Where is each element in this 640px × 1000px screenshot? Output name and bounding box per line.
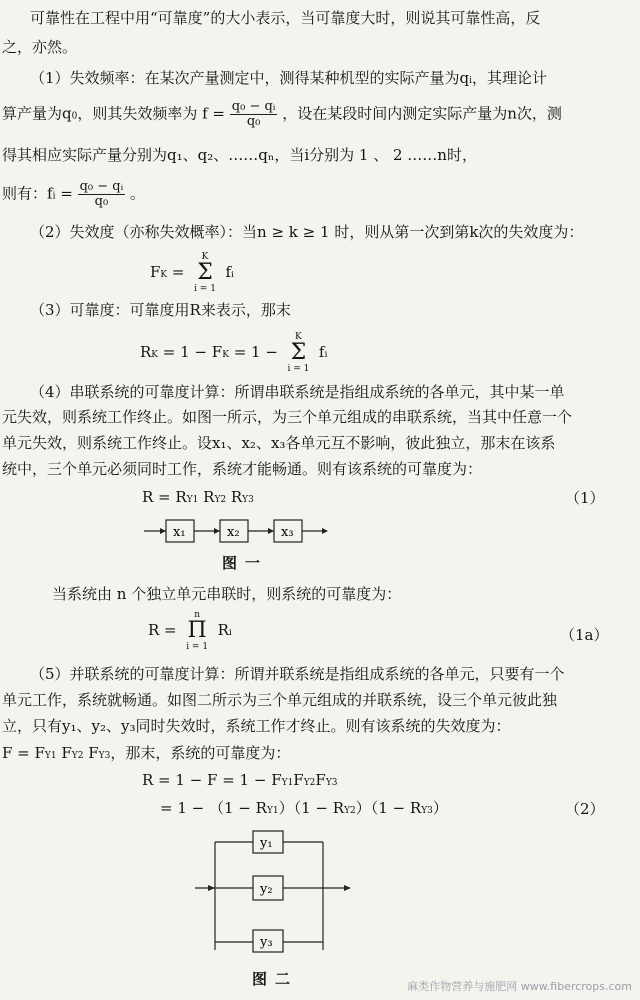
s5-line-1: （5）并联系统的可靠度计算：所谓并联系统是指组成系统的各单元，只要有一个: [30, 665, 565, 683]
product-operator: n Π i = 1: [186, 610, 209, 652]
s1-line-3: 得其相应实际产量分别为q₁、q₂、……qₙ，当i分别为 1 、 2 ……n时，: [2, 146, 477, 164]
series-system-diagram: [140, 512, 330, 550]
sum-operator-2: K Σ i = 1: [287, 332, 310, 374]
figure-1-caption: 图一: [222, 554, 269, 572]
equation-2-line-1: R = 1 − F = 1 − FY1FY2FY3: [142, 771, 338, 789]
failure-frequency-fraction-2: $\frac{\text{q₀ − qᵢ}}{\text{q₀}}$: [79, 179, 124, 209]
s1-line-4: 则有：fi = $\frac{\text{q₀ − qᵢ}}{\text{q₀}}$ 。: [2, 179, 146, 209]
s4-line-1: （4）串联系统的可靠度计算：所谓串联系统是指组成系统的各单元，其中某一单: [30, 383, 565, 401]
unit-x3-label: x₃: [281, 525, 294, 540]
equation-1: R = RY1 RY2 RY3: [142, 488, 254, 506]
s5-line-2: 单元工作，系统就畅通。如图二所示为三个单元组成的并联系统，设三个单元彼此独: [2, 691, 558, 709]
s3-equation: RK = 1 − FK = 1 − K Σ i = 1 fᵢ: [140, 332, 328, 374]
equation-1a-number: （1a）: [560, 626, 609, 644]
unit-y1-label: y₁: [260, 836, 273, 851]
s5-line-4: F = FY1 FY2 FY3，那末，系统的可靠度为：: [2, 744, 291, 762]
s2-equation: FK = K Σ i = 1 fᵢ: [150, 252, 235, 294]
equation-2-line-2: = 1 − （1 − RY1）（1 − RY2）（1 − RY3）: [160, 799, 448, 817]
figure-2-caption: 图二: [252, 970, 299, 988]
sum-operator: K Σ i = 1: [194, 252, 216, 294]
unit-x2-label: x₂: [227, 525, 240, 540]
intro-line-2: 之，亦然。: [2, 38, 78, 56]
s1-line-2: 算产量为q0，则其失效频率为 f = $\frac{\text{q₀ − qᵢ}}{\text{q₀}}$ ，设在某段时间内测定实际产量为n次，测: [2, 99, 562, 129]
unit-x1-label: x₁: [173, 525, 186, 540]
s4-line-3: 单元失效，则系统工作终止。设x₁、x₂、x₃各单元互不影响，彼此独立，那末在该系: [2, 434, 556, 452]
s3-line-1: （3）可靠度：可靠度用R来表示，那末: [30, 301, 291, 319]
unit-y2-label: y₂: [260, 882, 273, 897]
s4-line-4: 统中，三个单元必须同时工作，系统才能畅通。则有该系统的可靠度为：: [2, 460, 483, 478]
equation-2-number: （2）: [565, 800, 605, 818]
s2-line-1: （2）失效度（亦称失效概率）：当n ≥ k ≥ 1 时，则从第一次到第k次的失效度为：: [30, 223, 584, 241]
parallel-system-diagram: [195, 826, 355, 964]
s4-line-2: 元失效，则系统工作终止。如图一所示，为三个单元组成的串联系统，当其中任意一个: [2, 408, 573, 426]
site-watermark: 麻类作物营养与施肥网 www.fibercrops.com: [407, 980, 632, 993]
intro-line-1: 可靠性在工程中用“可靠度”的大小表示，当可靠度大时，则说其可靠性高，反: [30, 9, 541, 27]
unit-y3-label: y₃: [260, 935, 273, 950]
s4-line-5: 当系统由 n 个独立单元串联时，则系统的可靠度为：: [52, 585, 402, 603]
s1-line-1: （1）失效频率：在某次产量测定中，测得某种机型的实际产量为qi，其理论计: [30, 69, 548, 87]
s5-line-3: 立，只有y₁、y₂、y₃同时失效时，系统工作才终止。则有该系统的失效度为：: [2, 717, 511, 735]
equation-1a: R = n Π i = 1 Rᵢ: [148, 610, 232, 652]
failure-frequency-fraction: $\frac{\text{q₀ − qᵢ}}{\text{q₀}}$: [231, 99, 276, 129]
equation-1-number: （1）: [565, 489, 605, 507]
